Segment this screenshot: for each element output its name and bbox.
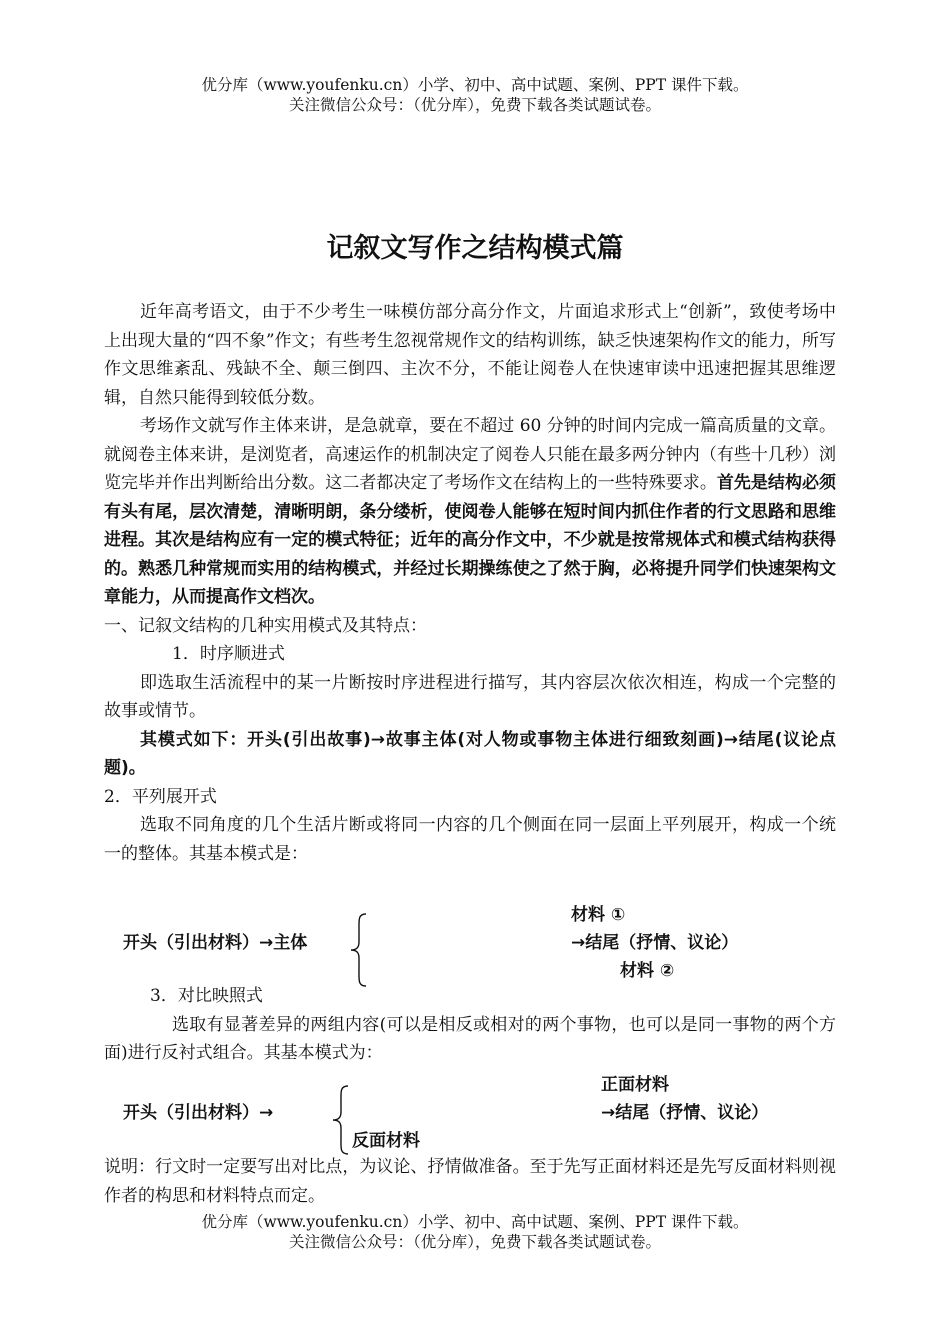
curly-brace-icon bbox=[348, 912, 370, 988]
paragraph-2-text: 考场作文就写作主体来讲，是急就章，要在不超过 60 分钟的时间内完成一篇高质量的文章。就阅卷主体来讲，是浏览者，高速运作的机制决定了阅卷人只能在最多两分钟内（有些十几秒）浏览完毕并作出判断给出分数。这二者都决定了考场作文在结构上的一些特殊要求。 bbox=[104, 416, 836, 493]
item-2-title: 2．平列展开式 bbox=[104, 786, 217, 807]
curly-brace-icon bbox=[330, 1084, 352, 1156]
paragraph-2 bbox=[104, 412, 836, 612]
diagram3-top: 正面材料 bbox=[601, 1075, 669, 1095]
item-3-section bbox=[104, 982, 836, 1068]
header-line-2: 关注微信公众号：（优分库），免费下载各类试题试卷。 bbox=[288, 96, 661, 114]
item-3-description: 选取有显著差异的两组内容(可以是相反或相对的两个事物，也可以是同一事物的两个方面)进行反衬式组合。其基本模式为： bbox=[104, 1014, 836, 1063]
note-paragraph: 说明：行文时一定要写出对比点，为议论、抒情做准备。至于先写正面材料还是先写反面材料则视作者的构思和材料特点而定。 bbox=[104, 1157, 836, 1206]
footer-line-2: 关注微信公众号：（优分库），免费下载各类试题试卷。 bbox=[288, 1233, 661, 1251]
diagram2-left: 开头（引出材料）→主体 bbox=[123, 933, 308, 953]
diagram2-bottom: 材料 ② bbox=[620, 961, 675, 981]
note-section bbox=[104, 1153, 836, 1210]
item-1-model: 其模式如下：开头(引出故事)→故事主体(对人物或事物主体进行细致刻画)→结尾(议论点题)。 bbox=[104, 729, 836, 778]
item-1-description: 即选取生活流程中的某一片断按时序进程进行描写，其内容层次依次相连，构成一个完整的故事或情节。 bbox=[104, 672, 836, 721]
diagram2-mid: →结尾（抒情、议论） bbox=[571, 933, 739, 953]
diagram3-mid: →结尾（抒情、议论） bbox=[601, 1103, 769, 1123]
page-title: 记叙文写作之结构模式篇 bbox=[326, 233, 624, 264]
item-2-description: 选取不同角度的几个生活片断或将同一内容的几个侧面在同一层面上平列展开，构成一个统一的整体。其基本模式是： bbox=[104, 815, 836, 864]
paragraph-2-emphasis: 首先是结构必须有头有尾，层次清楚，清晰明朗，条分缕析，使阅卷人能够在短时间内抓住作者的行文思路和思维进程。其次是结构应有一定的模式特征；近年的高分作文中，不少就是按常规体式和模式结构获得的。熟悉几种常规而实用的结构模式，并经过长期操练使之了然于胸，必将提升同学们快速架构文章能力，从而提高作文档次。 bbox=[104, 473, 837, 607]
item-3-title: 3．对比映照式 bbox=[150, 986, 263, 1006]
header-line-1: 优分库（www.youfenku.cn）小学、初中、高中试题、案例、PPT 课件下载。 bbox=[201, 76, 749, 94]
item-1-title: 1．时序顺进式 bbox=[172, 644, 285, 664]
footer-line-1: 优分库（www.youfenku.cn）小学、初中、高中试题、案例、PPT 课件下载。 bbox=[201, 1213, 749, 1231]
diagram2-top: 材料 ① bbox=[571, 905, 626, 925]
diagram3-bottom: 反面材料 bbox=[352, 1131, 420, 1151]
section-heading: 一、记叙文结构的几种实用模式及其特点： bbox=[104, 615, 427, 636]
diagram3-left: 开头（引出材料）→ bbox=[123, 1103, 274, 1123]
intro-section bbox=[104, 298, 836, 868]
paragraph-1: 近年高考语文，由于不少考生一味模仿部分高分作文，片面追求形式上“创新”，致使考场中上出现大量的“四不象”作文；有些考生忽视常规作文的结构训练，缺乏快速架构作文的能力，所写作文思维紊乱、残缺不全、颠三倒四、主次不分，不能让阅卷人在快速审读中迅速把握其思维逻辑，自然只能得到较低分数。 bbox=[104, 302, 836, 408]
